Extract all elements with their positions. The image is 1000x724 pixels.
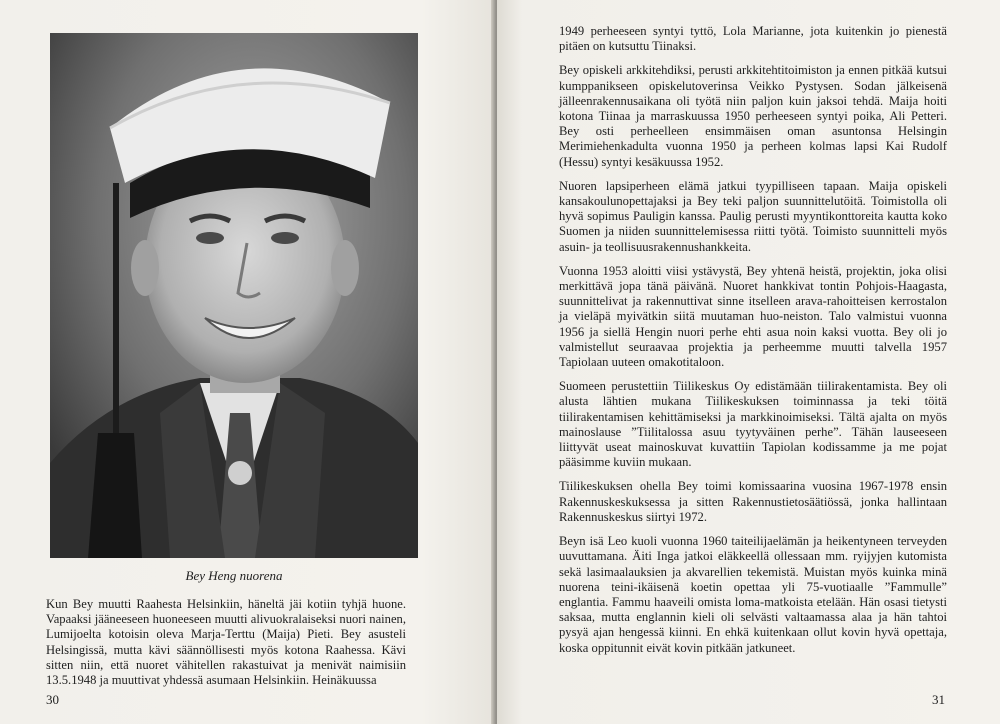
page-number-left: 30 — [46, 692, 59, 707]
photo-caption: Bey Heng nuorena — [185, 568, 283, 583]
paragraph: Beyn isä Leo kuoli vuonna 1960 taiteilijaelämän ja heikentyneen terveyden uuvuttamana. Äiti Inga jatkoi eläkkeellä ollessaan mm. ryijyjen kutomista sekä lasimaalauksien ja akvarellien tekemistä. Muistan myös kuinka minä nuorena teini-ikäisenä koetin opettaa yli 75-vuotiaalle ”Fammulle” englantia. Fammu haaveili omista loma-matkoista etelään. Hän osasi tietysti saksaa, mutta englannin kieli oli selvästi valtaamassa alaa ja hän tahtoi pysyä ajan hengessä kiinni. En ehkä kuitenkaan ollut kovin hyvä opettaja, koska oppitunnit eivät kovin pitkään jatkuneet. — [559, 534, 947, 655]
paragraph: Kun Bey muutti Raahesta Helsinkiin, häneltä jäi kotiin tyhjä huone. Vapaaksi jääneeseen huoneeseen muutti alivuokralaiseksi nuori nainen, Lumijoelta kotoisin oleva Marja-Terttu (Maija) Pieti. Bey asusteli Helsingissä, mutta kävi säännöllisesti myös kotona Raahessa. Kävi sitten niin, että nuoret vähitellen rakastuivat ja menivät naimisiin 13.5.1948 ja muuttivat yhdessä asumaan Helsinkiin. Heinäkuussa — [46, 597, 406, 688]
page-number-right: 31 — [932, 692, 945, 707]
portrait-illustration — [50, 33, 418, 558]
paragraph: Bey opiskeli arkkitehdiksi, perusti arkkitehtitoimiston ja ennen pitkää kutsui kumppanikseen opiskelutoverinsa Veikko Pystysen. Sodan jälkeisenä jälleenrakennusaikana oli työtä niin paljon kuin jaksoi tehdä. Maija hoiti kotona Tiinaa ja marraskuussa 1950 perheeseen syntyi poika, Ali Petteri. Bey osti perheelleen ensimmäisen oman asuntonsa Helsingin Merimiehenkadulta vuonna 1950 ja perheen kolmas lapsi Kai Rudolf (Hessu) syntyi kesäkuussa 1952. — [559, 63, 947, 169]
left-page-text — [46, 597, 406, 688]
paragraph: Suomeen perustettiin Tiilikeskus Oy edistämään tiilirakentamista. Bey oli alusta lähtien mukana Tiilikeskuksen toiminnassa ja teki töitä tiilirakentamisen kehittämiseksi ja markkinoimiseksi. Tältä ajalta on myös mainoslause ”Tiilitalossa asuu tyytyväinen perhe”. Tähän lauseeseen liittyvät useat mainoskuvat kuvattiin Tapiolan kodissamme ja me pojat pääsimme kuviin mukaan. — [559, 379, 947, 470]
paragraph: Tiilikeskuksen ohella Bey toimi komissaarina vuosina 1967-1978 ensin Rakennuskeskuksessa ja sitten Rakennustietosäätiössä, jonka hallintaan Rakennuskeskus siirtyi 1972. — [559, 479, 947, 524]
paragraph: 1949 perheeseen syntyi tyttö, Lola Marianne, jota kuitenkin jo pienestä pitäen on kutsuttu Tiinaksi. — [559, 24, 947, 54]
paragraph: Nuoren lapsiperheen elämä jatkui tyypilliseen tapaan. Maija opiskeli kansakoulunopettajaksi ja Bey teki paljon suunnittelutöitä. Toimistolla oli hyvä sopimus Pauligin kanssa. Paulig perusti myyntikonttoreita kautta koko Suomen ja niiden suunnittelemisessa riitti työtä. Toimisto suunnitteli myös asuin- ja teollisuusrakennushankkeita. — [559, 178, 947, 254]
portrait-photo — [50, 33, 418, 558]
paragraph: Vuonna 1953 aloitti viisi ystävystä, Bey yhtenä heistä, projektin, joka olisi merkittävä jopa tänä päivänä. Nuoret hankkivat tontin Pohjois-Haagasta, suunnittelivat ja rakennuttivat sinne itselleen arava-rahoitteisen kerrostalon ja vieläpä myivätkin siitä muutaman huo-neiston. Talo valmistui vuonna 1956 ja siellä Hengin nuori perhe ehti asua noin kaksi vuotta. Bey oli jo valmistellut seuraavaa projektia ja perheemme muutti talvella 1957 Tapiolaan uuteen omakotitaloon. — [559, 263, 947, 370]
right-page-text — [559, 24, 947, 665]
left-page — [0, 0, 496, 724]
